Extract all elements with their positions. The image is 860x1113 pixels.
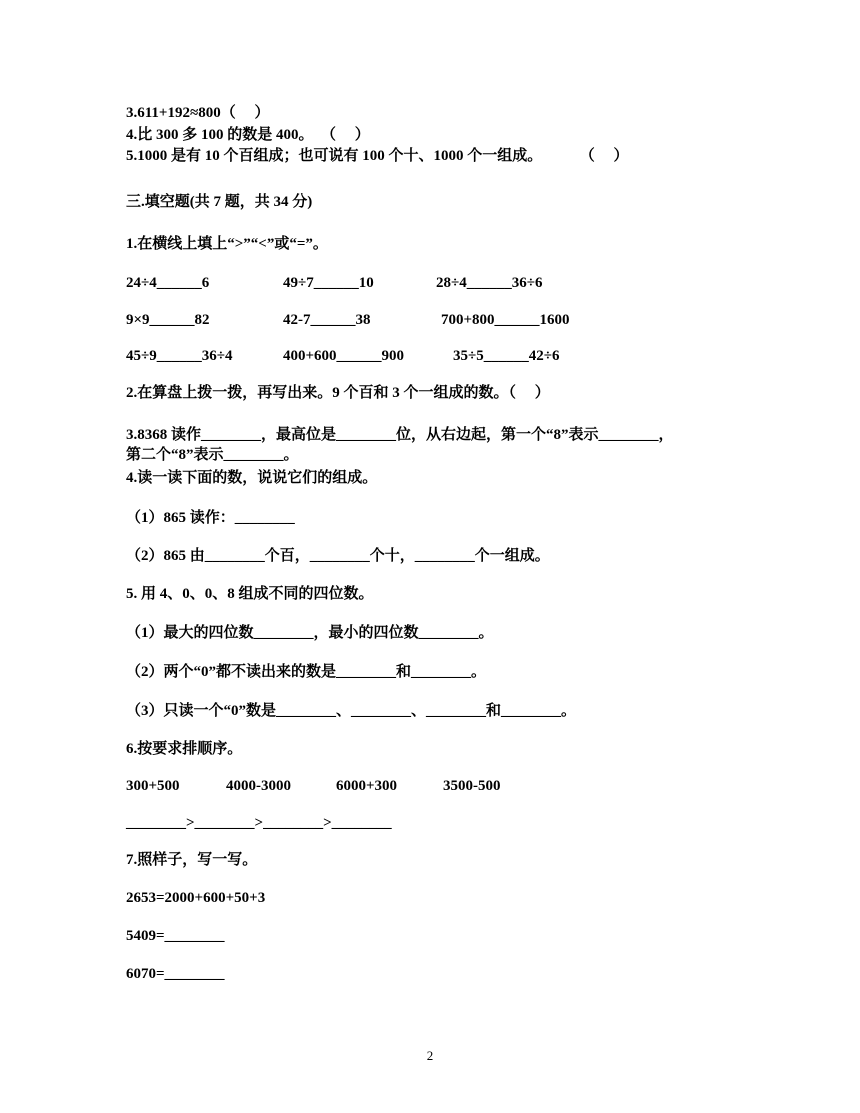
q5-stem: 5. 用 4、0、0、8 组成不同的四位数。: [126, 586, 374, 602]
q7-item-a: 5409=________: [126, 928, 225, 944]
q5-part3: （3）只读一个“0”数是________、________、________和________。: [126, 703, 577, 719]
q6-item-2: 4000-3000: [226, 778, 291, 794]
q1-row2-col1: 9×9______82: [126, 312, 210, 328]
q1-row3-col2: 400+600______900: [283, 348, 405, 364]
q5-part2: （2）两个“0”都不读出来的数是________和________。: [126, 664, 487, 680]
q1-row3-col1: 45÷9______36÷4: [126, 348, 233, 364]
q7-example: 2653=2000+600+50+3: [126, 890, 266, 906]
q6-item-1: 300+500: [126, 778, 180, 794]
q1-row1-col2: 49÷7______10: [283, 275, 374, 291]
judge-item-4: 4.比 300 多 100 的数是 400。 （ ）: [126, 127, 370, 143]
q3-line2: 第二个“8”表示________。: [126, 447, 299, 463]
q4-part1: （1）865 读作：________: [126, 510, 295, 526]
q6-item-4: 3500-500: [443, 778, 501, 794]
q1-row2-col2: 42-7______38: [283, 312, 371, 328]
q4-stem: 4.读一读下面的数，说说它们的组成。: [126, 470, 378, 486]
q3-line1: 3.8368 读作________，最高位是________位，从右边起，第一个“8”表示________，: [126, 427, 674, 443]
q4-part2: （2）865 由________个百，________个十，________个一组成。: [126, 548, 550, 564]
q6-answer: ________>________>________>________: [126, 815, 392, 831]
q1-row3-col3: 35÷5______42÷6: [453, 348, 560, 364]
q6-stem: 6.按要求排顺序。: [126, 741, 243, 757]
q1-row1-col1: 24÷4______6: [126, 275, 210, 291]
judge-item-5: 5.1000 是有 10 个百组成；也可说有 100 个十、1000 个一组成。 （ ）: [126, 148, 629, 164]
section-title: 三.填空题(共 7 题，共 34 分): [126, 194, 313, 210]
page-number: 2: [426, 1048, 434, 1063]
q5-part1: （1）最大的四位数________，最小的四位数________。: [126, 625, 494, 641]
q6-item-3: 6000+300: [336, 778, 398, 794]
q7-stem: 7.照样子，写一写。: [126, 852, 258, 868]
q1-row1-col3: 28÷4______36÷6: [436, 275, 543, 291]
q1-stem: 1.在横线上填上“>”“<”或“=”。: [126, 236, 328, 252]
q2-text: 2.在算盘上拨一拨，再写出来。9 个百和 3 个一组成的数。（ ）: [126, 385, 550, 401]
q1-row2-col3: 700+800______1600: [441, 312, 570, 328]
q7-item-b: 6070=________: [126, 966, 225, 982]
judge-item-3: 3.611+192≈800（ ）: [126, 105, 270, 121]
